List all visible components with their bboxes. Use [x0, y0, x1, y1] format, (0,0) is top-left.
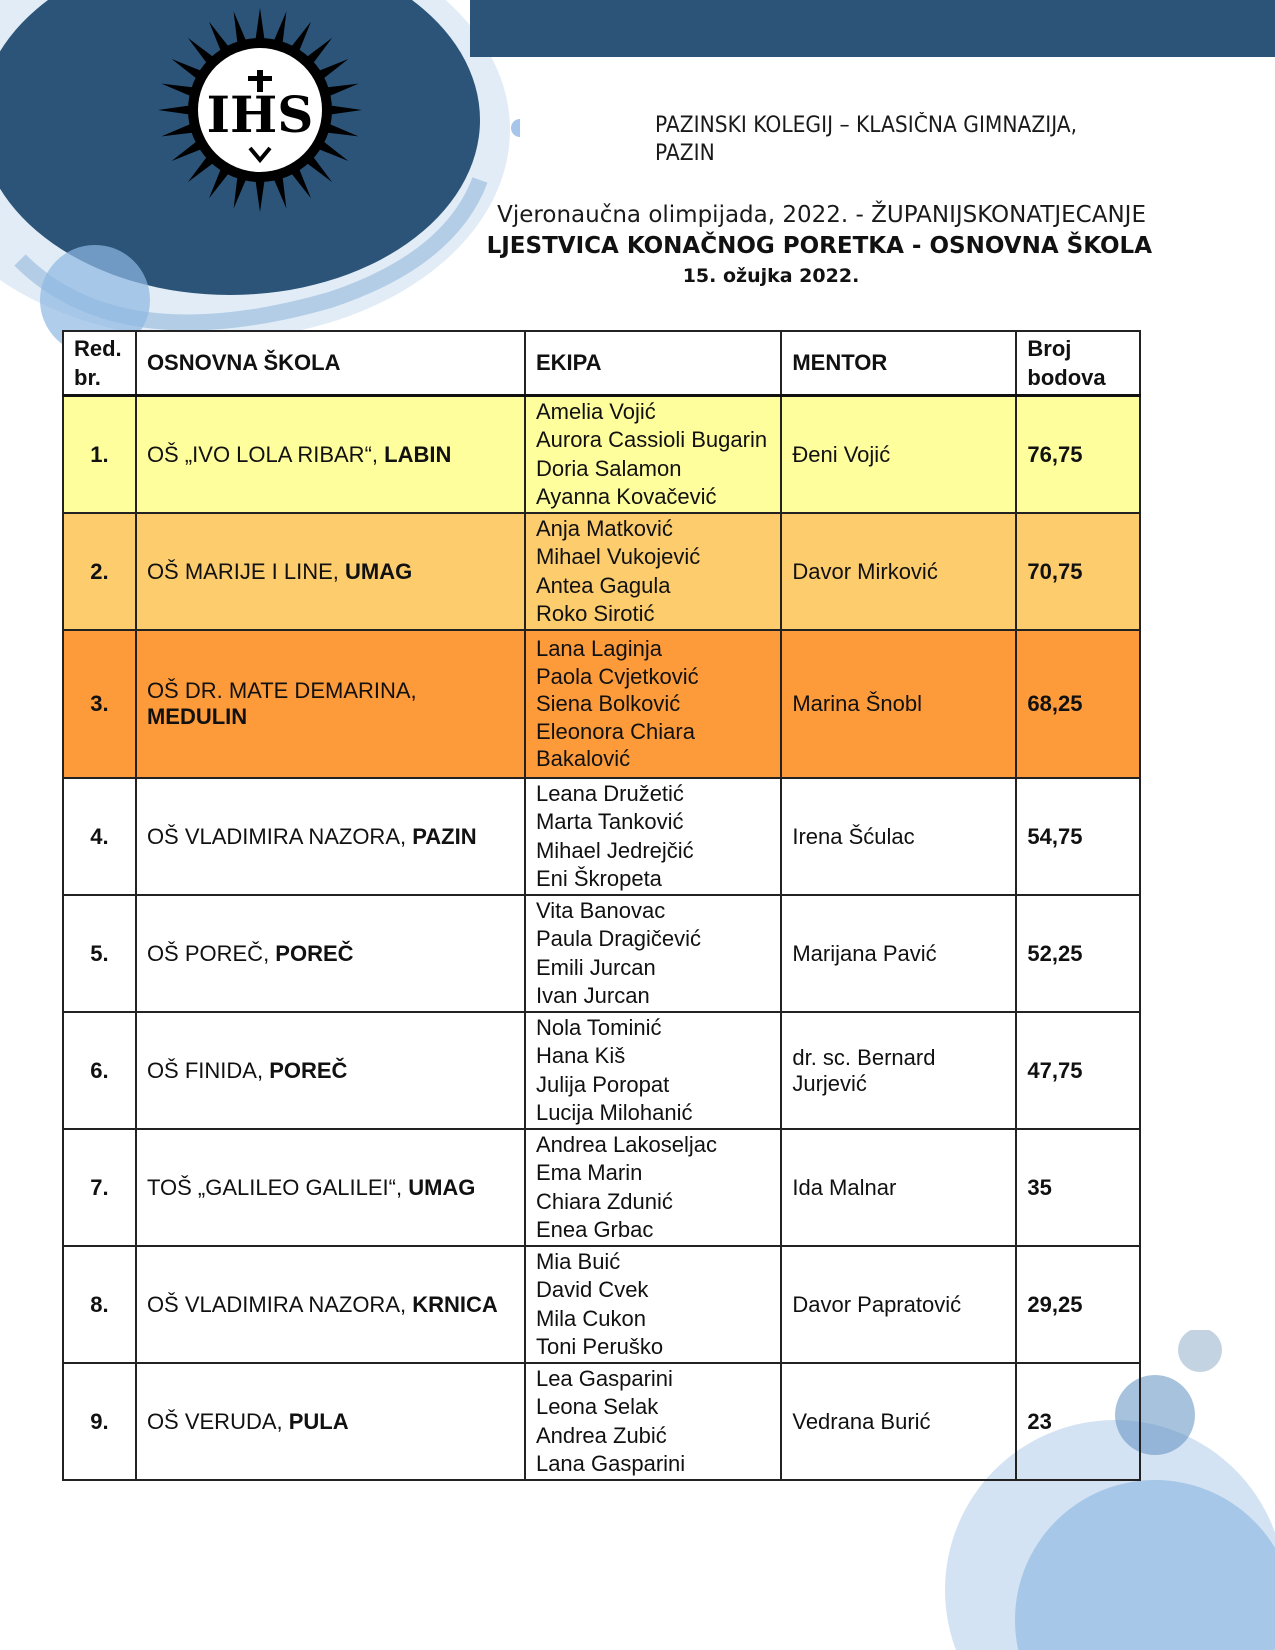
school-cell: OŠ VLADIMIRA NAZORA, KRNICA	[136, 1246, 525, 1363]
points-cell: 54,75	[1016, 778, 1140, 895]
table-row	[63, 1246, 1140, 1363]
table-row	[63, 513, 1140, 630]
mentor-cell: Irena Šćulac	[781, 778, 1016, 895]
mentor-cell: Davor Papratović	[781, 1246, 1016, 1363]
competition-title: Vjeronaučna olimpijada, 2022. - ŽUPANIJSKONATJECANJE	[497, 202, 1146, 228]
header-school: OSNOVNA ŠKOLA	[136, 331, 525, 396]
header-mentor: MENTOR	[781, 331, 1016, 396]
mentor-cell: Vedrana Burić	[781, 1363, 1016, 1480]
points-cell: 76,75	[1016, 396, 1140, 514]
mentor-cell: Ida Malnar	[781, 1129, 1016, 1246]
rank-cell: 4.	[63, 778, 136, 895]
institution-line-2: PAZIN	[655, 141, 715, 166]
school-cell: TOŠ „GALILEO GALILEI“, UMAG	[136, 1129, 525, 1246]
points-cell: 35	[1016, 1129, 1140, 1246]
school-cell: OŠ MARIJE I LINE, UMAG	[136, 513, 525, 630]
school-cell: OŠ FINIDA, POREČ	[136, 1012, 525, 1129]
team-cell: Lea Gasparini Leona Selak Andrea Zubić Lana Gasparini	[525, 1363, 781, 1480]
team-cell: Anja Matković Mihael Vukojević Antea Gagula Roko Sirotić	[525, 513, 781, 630]
school-cell: OŠ VLADIMIRA NAZORA, PAZIN	[136, 778, 525, 895]
points-cell: 47,75	[1016, 1012, 1140, 1129]
ihs-sunburst-logo	[125, 5, 395, 215]
rank-cell: 5.	[63, 895, 136, 1012]
team-cell: Leana Družetić Marta Tanković Mihael Jedrejčić Eni Škropeta	[525, 778, 781, 895]
table-row	[63, 778, 1140, 895]
team-cell: Nola Tominić Hana Kiš Julija Poropat Lucija Milohanić	[525, 1012, 781, 1129]
team-cell: Mia Buić David Cvek Mila Cukon Toni Peruško	[525, 1246, 781, 1363]
header-rank: Red. br.	[63, 331, 136, 396]
table-row	[63, 396, 1140, 514]
header-points: Broj bodova	[1016, 331, 1140, 396]
rank-cell: 3.	[63, 630, 136, 778]
mentor-cell: dr. sc. Bernard Jurjević	[781, 1012, 1016, 1129]
table-row	[63, 1363, 1140, 1480]
mentor-cell: Marijana Pavić	[781, 895, 1016, 1012]
table-row	[63, 895, 1140, 1012]
institution-line-1: PAZINSKI KOLEGIJ – KLASIČNA GIMNAZIJA,	[655, 113, 1078, 138]
table-header-row	[63, 331, 1140, 396]
table-row	[63, 630, 1140, 778]
header-team: EKIPA	[525, 331, 781, 396]
mentor-cell: Đeni Vojić	[781, 396, 1016, 514]
institution-name	[655, 112, 1077, 168]
rank-cell: 8.	[63, 1246, 136, 1363]
school-cell: OŠ DR. MATE DEMARINA, MEDULIN	[136, 630, 525, 778]
points-cell: 70,75	[1016, 513, 1140, 630]
rank-cell: 9.	[63, 1363, 136, 1480]
points-cell: 29,25	[1016, 1246, 1140, 1363]
points-cell: 23	[1016, 1363, 1140, 1480]
rank-cell: 2.	[63, 513, 136, 630]
points-cell: 68,25	[1016, 630, 1140, 778]
svg-text:IHS: IHS	[206, 85, 314, 144]
results-table	[62, 330, 1141, 1481]
top-banner	[470, 0, 1275, 57]
team-cell: Amelia Vojić Aurora Cassioli Bugarin Doria Salamon Ayanna Kovačević	[525, 396, 781, 514]
team-cell: Vita Banovac Paula Dragičević Emili Jurcan Ivan Jurcan	[525, 895, 781, 1012]
mentor-cell: Davor Mirković	[781, 513, 1016, 630]
team-cell: Andrea Lakoseljac Ema Marin Chiara Zdunić Enea Grbac	[525, 1129, 781, 1246]
mentor-cell: Marina Šnobl	[781, 630, 1016, 778]
rank-cell: 7.	[63, 1129, 136, 1246]
table-row	[63, 1012, 1140, 1129]
table-row	[63, 1129, 1140, 1246]
points-cell: 52,25	[1016, 895, 1140, 1012]
rank-cell: 6.	[63, 1012, 136, 1129]
competition-date: 15. ožujka 2022.	[682, 265, 860, 287]
school-cell: OŠ VERUDA, PULA	[136, 1363, 525, 1480]
school-cell: OŠ POREČ, POREČ	[136, 895, 525, 1012]
rank-cell: 1.	[63, 396, 136, 514]
school-cell: OŠ „IVO LOLA RIBAR“, LABIN	[136, 396, 525, 514]
document-title	[330, 200, 1152, 290]
ranking-title: LJESTVICA KONAČNOG PORETKA - OSNOVNA ŠKOLA	[486, 233, 1152, 259]
team-cell: Lana Laginja Paola Cvjetković Siena Bolković Eleonora Chiara Bakalović	[525, 630, 781, 778]
